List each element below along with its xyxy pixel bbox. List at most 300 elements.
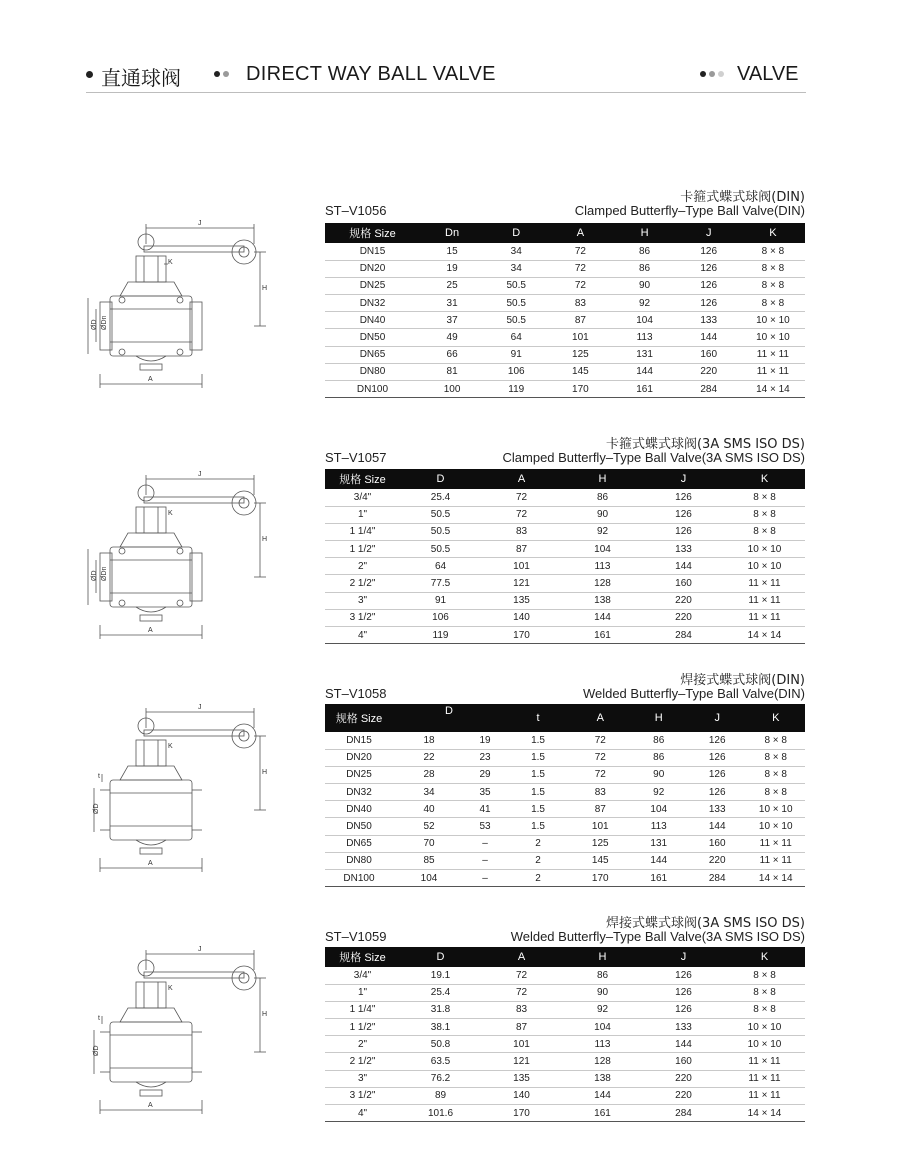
table-row: [325, 1070, 805, 1087]
column-header: A: [481, 469, 562, 489]
size-cell: 3/4": [325, 489, 400, 506]
column-header: K: [741, 223, 805, 243]
table-row: [325, 627, 805, 644]
table-cell: 161: [612, 381, 676, 398]
column-header: A: [481, 947, 562, 967]
table-cell: 126: [688, 749, 746, 766]
size-cell: DN25: [325, 277, 420, 294]
column-header: D: [484, 223, 548, 243]
valve-drawing: [84, 940, 274, 1120]
table-cell: 49: [420, 329, 484, 346]
table-cell: 101: [548, 329, 612, 346]
table-cell: 138: [562, 592, 643, 609]
table-cell: 144: [677, 329, 741, 346]
table-cell: 63.5: [400, 1053, 481, 1070]
table-cell: –: [465, 870, 505, 887]
valve-diagram-icon: [84, 214, 274, 394]
table-cell: 220: [643, 1070, 724, 1087]
table-cell: 1.5: [505, 784, 571, 801]
section-title-en: Welded Butterfly–Type Ball Valve(DIN): [582, 686, 805, 701]
table-cell: 11 × 11: [724, 1087, 805, 1104]
table-row: [325, 1019, 805, 1036]
table-cell: 25.4: [400, 489, 481, 506]
size-cell: 1 1/4": [325, 523, 400, 540]
table-cell: 50.5: [484, 312, 548, 329]
table-cell: 72: [481, 984, 562, 1001]
column-header: K: [724, 469, 805, 489]
model-number: ST–V1056: [325, 203, 387, 218]
table-cell: 145: [571, 852, 629, 869]
column-header: H: [562, 947, 643, 967]
table-cell: 104: [612, 312, 676, 329]
table-cell: 52: [393, 818, 465, 835]
dot-mid: [709, 71, 715, 77]
dimension-k-label: K: [168, 259, 173, 266]
table-cell: 126: [643, 489, 724, 506]
table-cell: 81: [420, 363, 484, 380]
section-title-en: Welded Butterfly–Type Ball Valve(3A SMS ISO DS): [510, 929, 805, 944]
table-cell: 144: [562, 1087, 643, 1104]
table-cell: 119: [400, 627, 481, 644]
dimension-odn-label: ØDn: [101, 566, 108, 581]
page-header: [0, 0, 900, 95]
table-cell: 133: [643, 1019, 724, 1036]
table-cell: 87: [481, 1019, 562, 1036]
table-cell: 53: [465, 818, 505, 835]
table-cell: 126: [688, 766, 746, 783]
table-row: [325, 766, 805, 783]
table-cell: 170: [548, 381, 612, 398]
dimension-j-label: J: [198, 946, 202, 953]
table-cell: 100: [420, 381, 484, 398]
table-cell: 87: [481, 541, 562, 558]
size-cell: 4": [325, 1105, 400, 1122]
table-cell: 8 × 8: [724, 506, 805, 523]
table-row: [325, 852, 805, 869]
table-cell: 90: [562, 506, 643, 523]
size-cell: DN32: [325, 295, 420, 312]
table-cell: 140: [481, 1087, 562, 1104]
column-header: H: [630, 704, 688, 732]
table-cell: 85: [393, 852, 465, 869]
table-cell: 72: [481, 967, 562, 984]
table-cell: –: [465, 852, 505, 869]
size-cell: DN80: [325, 363, 420, 380]
size-cell: DN40: [325, 801, 393, 818]
table-cell: 31: [420, 295, 484, 312]
table-cell: 76.2: [400, 1070, 481, 1087]
table-cell: 86: [562, 967, 643, 984]
table-row: [325, 1105, 805, 1122]
section-title-en: Clamped Butterfly–Type Ball Valve(3A SMS ISO DS): [502, 450, 805, 465]
table-cell: 86: [562, 489, 643, 506]
table-cell: 133: [677, 312, 741, 329]
table-cell: 86: [630, 749, 688, 766]
valve-drawing: [84, 214, 274, 394]
dot-mid: [223, 71, 229, 77]
size-cell: DN80: [325, 852, 393, 869]
table-row: [325, 329, 805, 346]
dimension-j-label: J: [198, 220, 202, 227]
table-cell: 138: [562, 1070, 643, 1087]
table-cell: –: [465, 835, 505, 852]
table-cell: 126: [688, 784, 746, 801]
header-title-en: DIRECT WAY BALL VALVE: [246, 63, 496, 85]
dimension-a-label: A: [148, 627, 153, 634]
table-cell: 83: [571, 784, 629, 801]
table-cell: 40: [393, 801, 465, 818]
table-cell: 113: [612, 329, 676, 346]
table-cell: 10 × 10: [746, 818, 805, 835]
table-cell: 2: [505, 835, 571, 852]
table-cell: 83: [548, 295, 612, 312]
table-cell: 83: [481, 523, 562, 540]
table-cell: 131: [630, 835, 688, 852]
table-cell: 144: [612, 363, 676, 380]
table-cell: 8 × 8: [746, 766, 805, 783]
table-cell: 121: [481, 575, 562, 592]
table-cell: 131: [612, 346, 676, 363]
table-cell: 72: [481, 506, 562, 523]
table-cell: 10 × 10: [724, 558, 805, 575]
table-cell: 161: [562, 1105, 643, 1122]
section-title-cn: 焊接式蝶式球阀(DIN): [680, 673, 805, 688]
table-cell: 104: [562, 541, 643, 558]
table-cell: 1.5: [505, 749, 571, 766]
table-cell: 126: [688, 732, 746, 749]
table-cell: 72: [571, 749, 629, 766]
section-title-cn: 卡箍式蝶式球阀(DIN): [680, 190, 805, 205]
table-cell: 14 × 14: [724, 1105, 805, 1122]
column-header: J: [643, 469, 724, 489]
table-cell: 10 × 10: [724, 1036, 805, 1053]
table-cell: 220: [688, 852, 746, 869]
dimension-od-label: ØD: [93, 1045, 100, 1056]
table-cell: 10 × 10: [724, 1019, 805, 1036]
table-cell: 86: [612, 243, 676, 260]
table-cell: 8 × 8: [741, 260, 805, 277]
dimension-od-label: ØD: [91, 319, 98, 330]
table-cell: 8 × 8: [746, 732, 805, 749]
table-cell: 104: [562, 1019, 643, 1036]
table-cell: 160: [643, 1053, 724, 1070]
table-cell: 8 × 8: [741, 243, 805, 260]
table-row: [325, 1053, 805, 1070]
table-row: [325, 1036, 805, 1053]
column-header: D: [445, 705, 453, 717]
table-row: [325, 381, 805, 398]
size-cell: 1 1/2": [325, 541, 400, 558]
table-cell: 8 × 8: [746, 749, 805, 766]
table-cell: 104: [393, 870, 465, 887]
table-cell: 106: [400, 609, 481, 626]
table-cell: 92: [562, 1001, 643, 1018]
table-cell: 19: [465, 732, 505, 749]
table-cell: 133: [688, 801, 746, 818]
table-cell: 86: [630, 732, 688, 749]
table-row: [325, 784, 805, 801]
table-cell: 50.5: [400, 541, 481, 558]
table-row: [325, 506, 805, 523]
table-cell: 2: [505, 870, 571, 887]
table-cell: 101.6: [400, 1105, 481, 1122]
column-header: K: [746, 704, 805, 732]
size-cell: DN65: [325, 346, 420, 363]
table-cell: 113: [630, 818, 688, 835]
valve-drawing: [84, 465, 274, 645]
table-row: [325, 277, 805, 294]
column-header: D: [400, 947, 481, 967]
header-dots-left: [214, 71, 229, 77]
table-cell: 284: [643, 1105, 724, 1122]
header-divider: [86, 92, 806, 93]
table-cell: 72: [548, 260, 612, 277]
table-cell: 1.5: [505, 732, 571, 749]
column-header: 规格 Size: [325, 469, 400, 489]
size-cell: DN25: [325, 766, 393, 783]
table-cell: 11 × 11: [724, 609, 805, 626]
size-cell: 1 1/2": [325, 1019, 400, 1036]
table-cell: 170: [481, 1105, 562, 1122]
header-dots-right: [700, 71, 724, 77]
table-cell: 90: [630, 766, 688, 783]
table-cell: 145: [548, 363, 612, 380]
table-cell: 101: [571, 818, 629, 835]
dimension-od-label: ØD: [93, 803, 100, 814]
size-cell: 4": [325, 627, 400, 644]
table-row: [325, 541, 805, 558]
table-cell: 144: [562, 609, 643, 626]
size-cell: DN15: [325, 732, 393, 749]
table-cell: 25.4: [400, 984, 481, 1001]
table-cell: 284: [677, 381, 741, 398]
table-cell: 126: [643, 984, 724, 1001]
table-cell: 144: [643, 1036, 724, 1053]
table-row: [325, 1087, 805, 1104]
spec-table: [325, 223, 805, 398]
table-cell: 92: [630, 784, 688, 801]
table-cell: 18: [393, 732, 465, 749]
column-header: H: [612, 223, 676, 243]
table-cell: 83: [481, 1001, 562, 1018]
table-cell: 19: [420, 260, 484, 277]
table-cell: 220: [643, 609, 724, 626]
column-header: A: [548, 223, 612, 243]
table-cell: 89: [400, 1087, 481, 1104]
table-cell: 8 × 8: [724, 523, 805, 540]
table-cell: 144: [688, 818, 746, 835]
table-cell: 34: [484, 243, 548, 260]
table-cell: 86: [612, 260, 676, 277]
column-header: t: [505, 704, 571, 732]
size-cell: DN40: [325, 312, 420, 329]
size-cell: DN20: [325, 749, 393, 766]
table-row: [325, 609, 805, 626]
table-row: [325, 801, 805, 818]
table-row: [325, 312, 805, 329]
size-cell: 1": [325, 506, 400, 523]
dot-light: [718, 71, 724, 77]
table-cell: 72: [548, 277, 612, 294]
dimension-t-label: t: [98, 1015, 100, 1022]
column-header: 规格 Size: [325, 704, 393, 732]
size-cell: 3/4": [325, 967, 400, 984]
dimension-k-label: K: [168, 510, 173, 517]
dimension-a-label: A: [148, 376, 153, 383]
dimension-k-label: K: [168, 743, 173, 750]
table-row: [325, 363, 805, 380]
dimension-odn-label: ØDn: [101, 315, 108, 330]
valve-drawing: [84, 698, 274, 878]
table-cell: 28: [393, 766, 465, 783]
size-cell: 3": [325, 1070, 400, 1087]
table-cell: 128: [562, 575, 643, 592]
table-cell: 170: [571, 870, 629, 887]
table-cell: 160: [677, 346, 741, 363]
table-row: [325, 575, 805, 592]
table-row: [325, 818, 805, 835]
table-row: [325, 749, 805, 766]
table-cell: 1.5: [505, 801, 571, 818]
table-cell: 220: [677, 363, 741, 380]
table-cell: 11 × 11: [724, 592, 805, 609]
model-number: ST–V1057: [325, 450, 387, 465]
section-title-cn: 焊接式蝶式球阀(3A SMS ISO DS): [605, 916, 805, 931]
table-cell: 38.1: [400, 1019, 481, 1036]
table-cell: 133: [643, 541, 724, 558]
size-cell: 1": [325, 984, 400, 1001]
table-cell: 14 × 14: [724, 627, 805, 644]
table-cell: 119: [484, 381, 548, 398]
dimension-j-label: J: [198, 704, 202, 711]
table-cell: 135: [481, 1070, 562, 1087]
column-header: 规格 Size: [325, 223, 420, 243]
table-cell: 161: [562, 627, 643, 644]
spec-table: [325, 469, 805, 644]
size-cell: 1 1/4": [325, 1001, 400, 1018]
column-header: A: [571, 704, 629, 732]
size-cell: DN15: [325, 243, 420, 260]
table-cell: 8 × 8: [724, 967, 805, 984]
model-number: ST–V1059: [325, 929, 387, 944]
table-row: [325, 967, 805, 984]
table-cell: 10 × 10: [724, 541, 805, 558]
valve-diagram-icon: [84, 465, 274, 645]
table-cell: 126: [677, 260, 741, 277]
table-cell: 15: [420, 243, 484, 260]
table-cell: 10 × 10: [741, 312, 805, 329]
table-cell: 11 × 11: [724, 1053, 805, 1070]
table-cell: 126: [643, 506, 724, 523]
table-cell: 10 × 10: [746, 801, 805, 818]
table-cell: 1.5: [505, 818, 571, 835]
table-cell: 90: [612, 277, 676, 294]
table-cell: 126: [677, 243, 741, 260]
table-cell: 121: [481, 1053, 562, 1070]
table-cell: 87: [548, 312, 612, 329]
table-cell: 19.1: [400, 967, 481, 984]
size-cell: DN100: [325, 381, 420, 398]
table-cell: 11 × 11: [746, 835, 805, 852]
size-cell: DN100: [325, 870, 393, 887]
table-cell: 106: [484, 363, 548, 380]
dimension-t-label: t: [98, 773, 100, 780]
table-cell: 113: [562, 1036, 643, 1053]
table-cell: 41: [465, 801, 505, 818]
dot-dark: [214, 71, 220, 77]
table-cell: 284: [643, 627, 724, 644]
table-cell: 126: [643, 523, 724, 540]
table-cell: 72: [571, 766, 629, 783]
table-cell: 34: [393, 784, 465, 801]
table-row: [325, 870, 805, 887]
section-title-cn: 卡箍式蝶式球阀(3A SMS ISO DS): [605, 437, 805, 452]
table-cell: 23: [465, 749, 505, 766]
table-cell: 284: [688, 870, 746, 887]
table-cell: 140: [481, 609, 562, 626]
table-cell: 101: [481, 558, 562, 575]
model-number: ST–V1058: [325, 686, 387, 701]
table-cell: 29: [465, 766, 505, 783]
size-cell: DN65: [325, 835, 393, 852]
table-row: [325, 346, 805, 363]
table-cell: 50.5: [484, 295, 548, 312]
dimension-h-label: H: [262, 536, 268, 543]
table-cell: 161: [630, 870, 688, 887]
table-row: [325, 835, 805, 852]
table-cell: 11 × 11: [741, 363, 805, 380]
table-row: [325, 489, 805, 506]
size-cell: 3 1/2": [325, 1087, 400, 1104]
table-cell: 8 × 8: [741, 295, 805, 312]
table-cell: 8 × 8: [724, 1001, 805, 1018]
table-cell: 90: [562, 984, 643, 1001]
table-cell: 11 × 11: [724, 1070, 805, 1087]
table-row: [325, 1001, 805, 1018]
spec-table: [325, 704, 805, 887]
column-header: 规格 Size: [325, 947, 400, 967]
table-cell: 50.5: [400, 523, 481, 540]
table-cell: 77.5: [400, 575, 481, 592]
size-cell: DN50: [325, 329, 420, 346]
table-cell: 170: [481, 627, 562, 644]
dot-dark: [700, 71, 706, 77]
table-cell: 1.5: [505, 766, 571, 783]
header-title-cn: 直通球阀: [101, 66, 181, 90]
size-cell: 2 1/2": [325, 1053, 400, 1070]
column-header: H: [562, 469, 643, 489]
size-cell: 2": [325, 558, 400, 575]
table-cell: 72: [571, 732, 629, 749]
table-row: [325, 984, 805, 1001]
table-cell: 50.5: [400, 506, 481, 523]
table-cell: 11 × 11: [741, 346, 805, 363]
table-cell: 220: [643, 592, 724, 609]
section-title-en: Clamped Butterfly–Type Ball Valve(DIN): [574, 203, 805, 218]
dimension-k-label: K: [168, 985, 173, 992]
table-cell: 34: [484, 260, 548, 277]
table-cell: 8 × 8: [746, 784, 805, 801]
table-cell: 64: [484, 329, 548, 346]
table-row: [325, 523, 805, 540]
column-header: D: [400, 469, 481, 489]
table-row: [325, 295, 805, 312]
table-cell: 50.5: [484, 277, 548, 294]
dimension-h-label: H: [262, 1011, 268, 1018]
table-cell: 125: [548, 346, 612, 363]
table-cell: 160: [688, 835, 746, 852]
table-cell: 220: [643, 1087, 724, 1104]
